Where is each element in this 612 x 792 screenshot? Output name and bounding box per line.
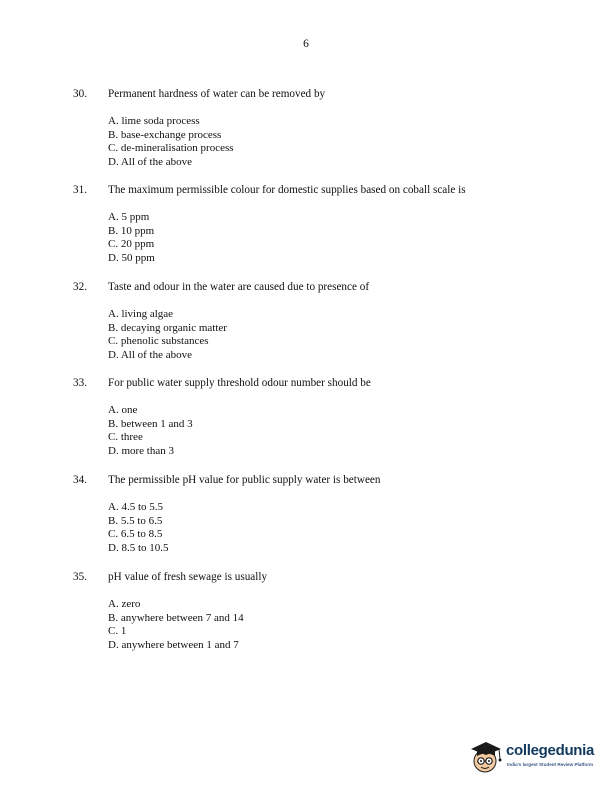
question-number: 34.: [73, 474, 87, 486]
page-number: 6: [303, 38, 309, 50]
option-c: C. 20 ppm: [108, 238, 155, 251]
option-b: B. 5.5 to 6.5: [108, 514, 163, 527]
option-b: B. 10 ppm: [108, 224, 155, 237]
option-list: [108, 598, 553, 652]
option-d: D. anywhere between 1 and 7: [108, 638, 239, 651]
question-number: 33.: [73, 377, 87, 389]
question-34: [73, 473, 553, 555]
option-d: D. 8.5 to 10.5: [108, 541, 169, 554]
question-31: [73, 183, 553, 265]
option-a: A. zero: [108, 598, 141, 610]
option-b: B. base-exchange process: [108, 128, 222, 141]
question-number: 31.: [73, 184, 87, 196]
option-list: [108, 404, 553, 458]
option-list: [108, 501, 553, 555]
mascot-icon: [469, 737, 505, 777]
option-a: A. living algae: [108, 308, 174, 320]
question-number: 30.: [73, 88, 87, 100]
option-a: A. lime soda process: [108, 115, 200, 127]
option-a: A. 4.5 to 5.5: [108, 501, 163, 513]
question-number: 35.: [73, 571, 87, 583]
option-d: D. more than 3: [108, 444, 174, 457]
option-b: B. between 1 and 3: [108, 417, 193, 430]
question-32: [73, 280, 553, 362]
question-35: [73, 570, 553, 652]
option-b: B. decaying organic matter: [108, 321, 227, 334]
question-number: 32.: [73, 281, 87, 293]
option-b: B. anywhere between 7 and 14: [108, 611, 244, 624]
option-list: [108, 115, 553, 169]
option-d: D. 50 ppm: [108, 251, 155, 264]
question-text: The permissible pH value for public supply water is between: [108, 474, 381, 486]
option-d: D. All of the above: [108, 155, 193, 168]
option-a: A. one: [108, 404, 138, 416]
option-c: C. 6.5 to 8.5: [108, 528, 163, 541]
question-text: Permanent hardness of water can be removed by: [108, 88, 326, 100]
option-c: C. de-mineralisation process: [108, 142, 234, 155]
question-text: Taste and odour in the water are caused due to presence of: [108, 281, 370, 293]
option-c: C. three: [108, 431, 143, 444]
option-c: C. 1: [108, 625, 127, 638]
question-text: For public water supply threshold odour number should be: [108, 377, 371, 389]
option-list: [108, 211, 553, 265]
question-33: [73, 376, 553, 458]
question-text: pH value of fresh sewage is usually: [108, 571, 268, 583]
option-a: A. 5 ppm: [108, 211, 150, 223]
question-text: The maximum permissible colour for domestic supplies based on coball scale is: [108, 184, 466, 196]
question-30: [73, 87, 553, 169]
option-d: D. All of the above: [108, 348, 193, 361]
logo-text: collegedunia: [506, 742, 595, 759]
logo-tagline: India's largest Student Review Platform: [507, 762, 594, 767]
option-c: C. phenolic substances: [108, 335, 209, 348]
collegedunia-logo: [469, 737, 609, 777]
option-list: [108, 308, 553, 362]
